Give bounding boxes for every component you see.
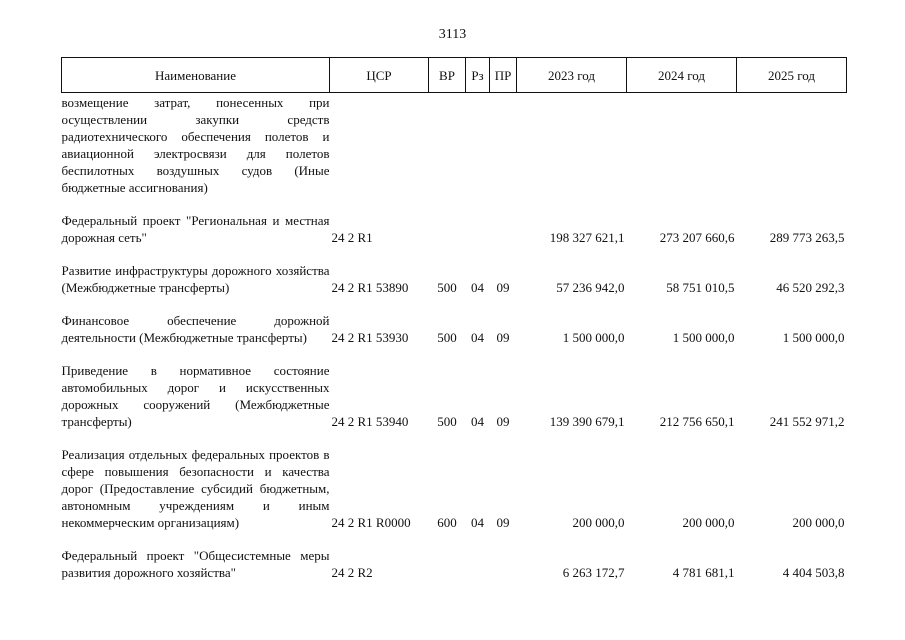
row-2023: 200 000,0 — [572, 515, 625, 530]
row-2023: 139 390 679,1 — [549, 414, 625, 429]
row-2025: 4 404 503,8 — [782, 565, 845, 580]
table-row — [62, 212, 847, 262]
row-2024: 212 756 650,1 — [659, 414, 735, 429]
row-csr: 24 2 R1 53890 — [331, 280, 409, 295]
row-pr: 09 — [496, 330, 510, 345]
row-pr — [490, 212, 517, 262]
row-2025: 200 000,0 — [792, 515, 845, 530]
row-2024 — [627, 93, 737, 213]
row-vr: 500 — [437, 280, 457, 295]
row-2025: 289 773 263,5 — [769, 230, 845, 245]
row-2025 — [737, 93, 847, 213]
row-csr: 24 2 R1 R0000 — [331, 515, 411, 530]
row-vr — [429, 212, 466, 262]
row-name: Приведение в нормативное состояние автомобильных дорог и искусственных дорожных сооружений (Межбюджетные трансферты) — [61, 363, 330, 429]
header-vr: ВР — [429, 58, 466, 93]
row-2023 — [517, 93, 627, 213]
table-row — [62, 262, 847, 312]
row-2025: 46 520 292,3 — [776, 280, 845, 295]
table-row — [62, 93, 847, 213]
table-row — [62, 446, 847, 547]
row-2023: 198 327 621,1 — [549, 230, 625, 245]
table-row — [62, 547, 847, 597]
row-2024: 200 000,0 — [682, 515, 735, 530]
row-2024: 273 207 660,6 — [659, 230, 735, 245]
row-2023: 57 236 942,0 — [556, 280, 625, 295]
row-2023: 1 500 000,0 — [562, 330, 625, 345]
row-rz — [466, 212, 490, 262]
row-name: возмещение затрат, понесенных при осуществлении закупки средств радиотехнического обеспечения полетов и авиационной электросвязи для полетов беспилотных воздушных судов (Иные бюджетные ассигнования) — [61, 95, 330, 195]
row-2023: 6 263 172,7 — [562, 565, 625, 580]
table-row — [62, 362, 847, 446]
row-rz: 04 — [471, 515, 484, 530]
row-rz — [466, 547, 490, 597]
table-header — [62, 58, 847, 93]
table-row — [62, 312, 847, 362]
row-rz: 04 — [471, 280, 484, 295]
header-2025: 2025 год — [737, 58, 847, 93]
row-vr — [429, 93, 466, 213]
budget-table — [61, 57, 847, 597]
row-name: Развитие инфраструктуры дорожного хозяйства (Межбюджетные трансферты) — [61, 263, 330, 295]
row-pr: 09 — [496, 280, 510, 295]
row-name: Финансовое обеспечение дорожной деятельности (Межбюджетные трансферты) — [61, 313, 330, 345]
row-2024: 1 500 000,0 — [672, 330, 735, 345]
row-csr: 24 2 R1 53940 — [331, 414, 409, 429]
row-rz: 04 — [471, 330, 484, 345]
row-2024: 58 751 010,5 — [666, 280, 735, 295]
row-pr: 09 — [496, 414, 510, 429]
row-pr: 09 — [496, 515, 510, 530]
header-pr: ПР — [490, 58, 517, 93]
row-2025: 241 552 971,2 — [769, 414, 845, 429]
row-2025: 1 500 000,0 — [782, 330, 845, 345]
row-vr: 500 — [437, 330, 457, 345]
row-csr: 24 2 R1 53930 — [331, 330, 409, 345]
row-vr: 600 — [437, 515, 457, 530]
row-name: Реализация отдельных федеральных проектов в сфере повышения безопасности и качества дорог (Предоставление субсидий бюджетным, автономным учреждениям и иным некоммерческим организациям) — [61, 447, 330, 530]
header-rz: Рз — [466, 58, 490, 93]
row-vr: 500 — [437, 414, 457, 429]
row-csr — [330, 93, 429, 213]
row-2024: 4 781 681,1 — [672, 565, 735, 580]
row-vr — [429, 547, 466, 597]
row-rz — [466, 93, 490, 213]
header-csr: ЦСР — [330, 58, 429, 93]
header-2023: 2023 год — [517, 58, 627, 93]
row-pr — [490, 547, 517, 597]
row-csr: 24 2 R2 — [331, 565, 373, 580]
row-pr — [490, 93, 517, 213]
row-csr: 24 2 R1 — [331, 230, 373, 245]
header-2024: 2024 год — [627, 58, 737, 93]
row-name: Федеральный проект "Общесистемные меры развития дорожного хозяйства" — [61, 548, 330, 580]
row-name: Федеральный проект "Региональная и местная дорожная сеть" — [61, 213, 330, 245]
page-number: 3113 — [438, 27, 467, 42]
row-rz: 04 — [471, 414, 484, 429]
header-name: Наименование — [62, 58, 330, 93]
